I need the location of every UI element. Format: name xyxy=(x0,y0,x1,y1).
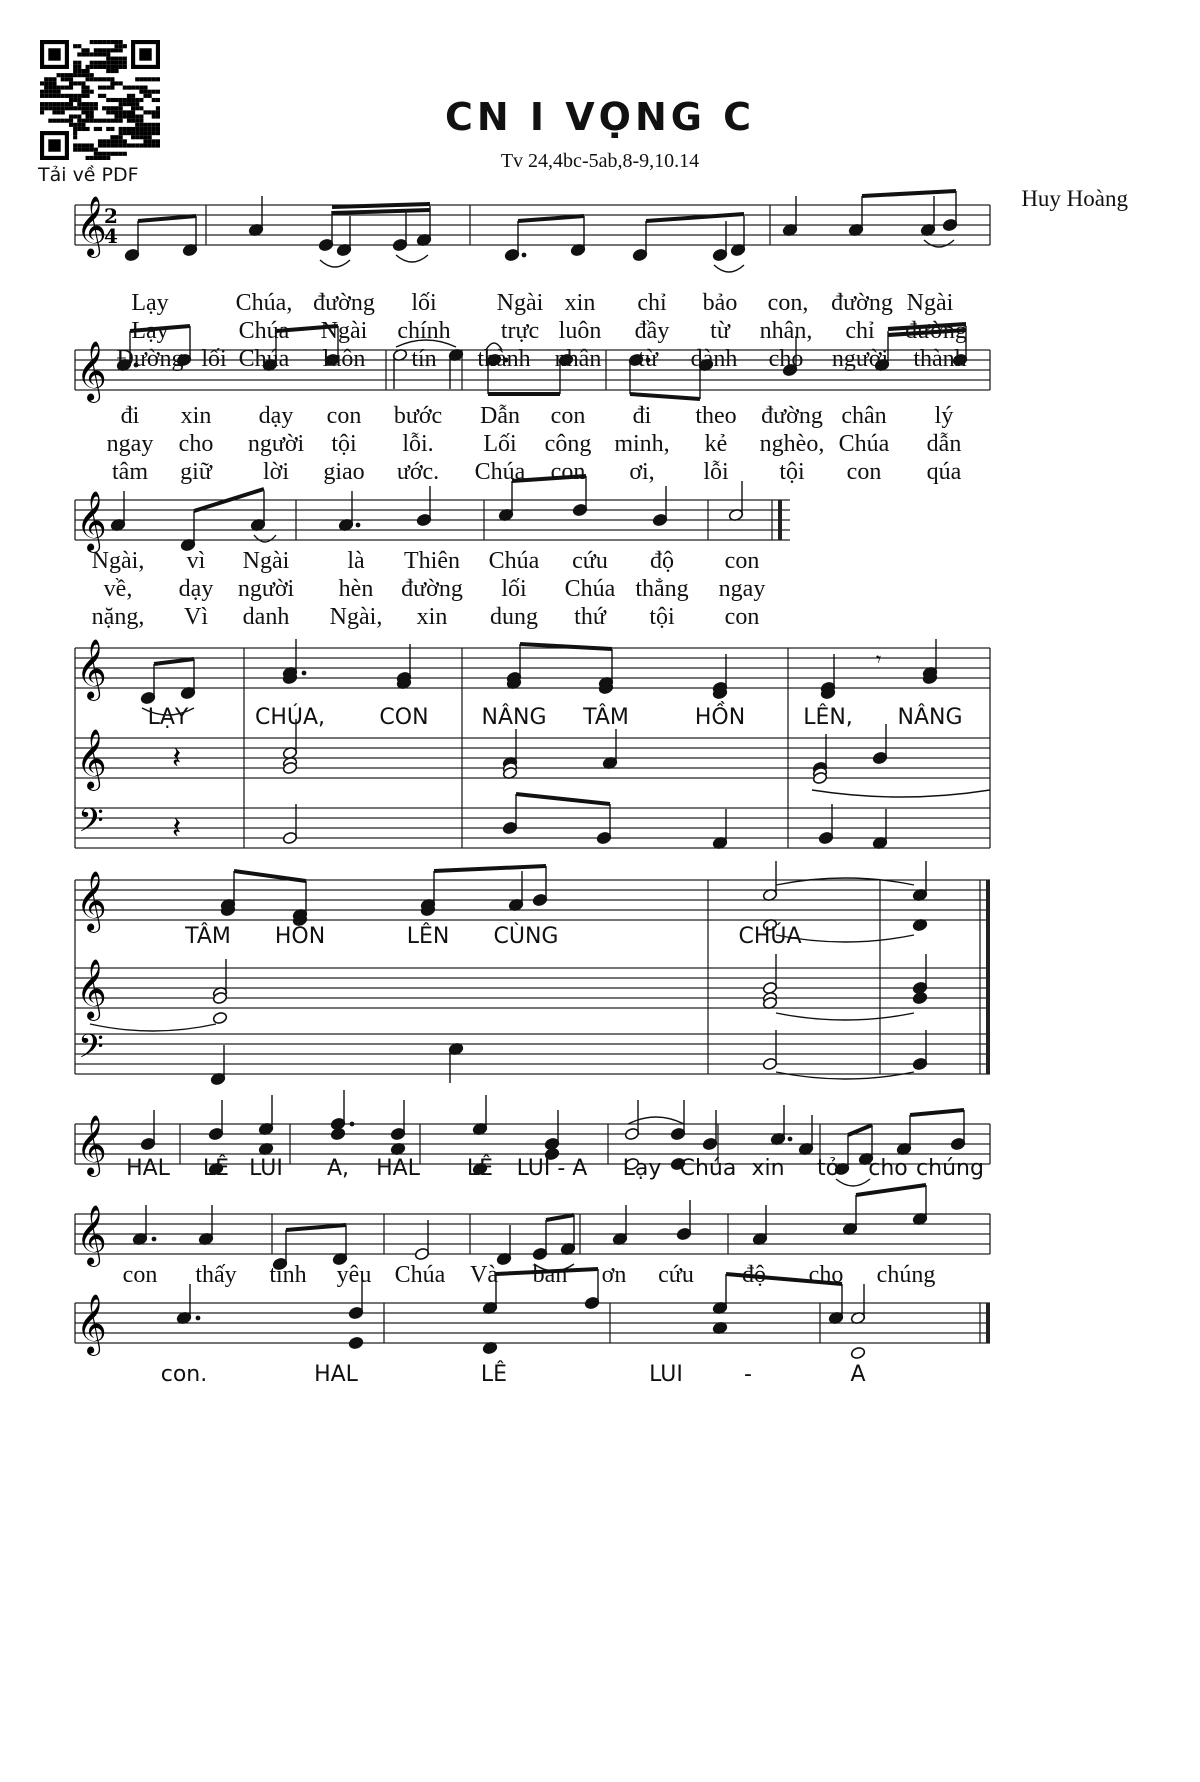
verse-lyric: Thiên xyxy=(404,548,460,574)
alleluia-lyric: HAL xyxy=(376,1156,420,1181)
verse-lyric: kẻ xyxy=(704,431,728,457)
verse-lyric: Chúa xyxy=(238,346,290,372)
verse-lyric: theo xyxy=(695,403,737,429)
verse-lyric: Vì xyxy=(184,604,208,630)
treble-clef: 𝄞 xyxy=(76,639,107,699)
alleluia-lyric: yêu xyxy=(336,1262,372,1288)
verse-lyric: Ngài xyxy=(906,290,954,316)
verse-lyric: nhân, xyxy=(759,318,813,344)
treble-clef: 𝄞 xyxy=(76,1205,107,1265)
verse-lyric: Chúa xyxy=(474,459,526,485)
treble-clef: 𝄞 xyxy=(76,341,107,401)
alleluia-lyric: Lạy xyxy=(622,1156,662,1181)
treble-clef: 𝄞 xyxy=(76,1115,107,1175)
alleluia-lyric: HAL xyxy=(126,1156,170,1181)
verse-lyric: chỉ xyxy=(845,318,875,344)
verse-lyric: chính xyxy=(397,318,451,344)
verse-lyric: Dẫn xyxy=(480,403,520,429)
verse-lyric: đường xyxy=(761,403,823,429)
verse-lyric: con xyxy=(846,459,882,485)
verse-lyric: minh, xyxy=(614,431,670,457)
verse-lyric: giao xyxy=(323,459,365,485)
quarter-rest: 𝄽 xyxy=(172,741,182,776)
refrain-lyric: CHÚA, xyxy=(254,705,326,730)
time-signature-bottom: 4 xyxy=(104,224,118,248)
verse-lyric: ước. xyxy=(396,459,440,485)
verse-lyric: Chúa, xyxy=(235,290,293,316)
eighth-rest: 𝄾 xyxy=(876,647,882,671)
alleluia-lyric: LÊ xyxy=(480,1362,508,1387)
verse-lyric: từ xyxy=(638,346,658,372)
song-title: CN I VỌNG C xyxy=(444,95,756,139)
verse-lyric: dạy xyxy=(258,403,294,429)
verse-lyric: bước xyxy=(393,403,443,429)
treble-clef: 𝄞 xyxy=(76,196,107,256)
verse-lyric: chân xyxy=(841,403,887,429)
verse-lyric: Ngài xyxy=(496,290,544,316)
verse-lyric: ngay xyxy=(106,431,154,457)
verse-lyric: Chúa xyxy=(488,548,540,574)
verse-lyric: ngay xyxy=(718,576,766,602)
verse-lyric: cho xyxy=(178,431,214,457)
download-pdf-label[interactable]: Tải về PDF xyxy=(38,164,139,186)
treble-clef: 𝄞 xyxy=(76,1294,107,1354)
verse-lyric: Lạy xyxy=(131,290,169,316)
verse-lyric: con xyxy=(550,403,586,429)
verse-lyric: bảo xyxy=(702,290,738,316)
refrain-lyric: HỒN xyxy=(694,705,746,730)
treble-clef: 𝄞 xyxy=(76,491,107,551)
verse-lyric: lời xyxy=(262,459,290,485)
alleluia-lyric: tình xyxy=(269,1262,307,1288)
verse-lyric: Chúa xyxy=(564,576,616,602)
verse-lyric: lối xyxy=(201,346,227,372)
verse-lyric: xin xyxy=(180,403,212,429)
treble-clef: 𝄞 xyxy=(76,729,107,789)
verse-lyric: trực xyxy=(500,318,540,344)
verse-lyric: giữ xyxy=(180,459,212,485)
verse-lyric: Chúa xyxy=(238,318,290,344)
verse-lyric: người xyxy=(247,431,305,457)
verse-lyric: thứ xyxy=(574,604,606,630)
bass-clef: 𝄢 xyxy=(78,802,104,848)
verse-lyric: xin xyxy=(416,604,448,630)
treble-clef: 𝄞 xyxy=(76,871,107,931)
verse-lyric: danh xyxy=(242,604,290,630)
alleluia-lyric: cho xyxy=(868,1156,908,1181)
refrain-lyric: LÊN xyxy=(406,924,450,949)
verse-lyric: Ngài xyxy=(320,318,368,344)
alleluia-lyric: tỏ xyxy=(816,1156,840,1181)
verse-lyric: Chúa xyxy=(838,431,890,457)
verse-lyric: thẳng xyxy=(635,576,689,602)
verse-lyric: dẫn xyxy=(926,431,962,457)
verse-lyric: Ngài, xyxy=(329,604,383,630)
verse-lyric: thành xyxy=(913,346,967,372)
verse-lyric: con xyxy=(724,604,760,630)
verse-lyric: tội xyxy=(331,431,357,457)
verse-lyric: đầy xyxy=(634,318,670,344)
verse-lyric: đường xyxy=(313,290,375,316)
alleluia-lyric: con. xyxy=(160,1362,208,1387)
verse-lyric: đường xyxy=(905,318,967,344)
verse-lyric: cứu xyxy=(572,548,608,574)
verse-lyric: cho xyxy=(768,346,804,372)
verse-lyric: xin xyxy=(564,290,596,316)
alleluia-lyric: A, xyxy=(326,1156,350,1181)
alleluia-lyric: A xyxy=(850,1362,866,1387)
verse-lyric: hèn xyxy=(338,576,374,602)
verse-lyric: đường xyxy=(831,290,893,316)
refrain-lyric: HỒN xyxy=(274,924,326,949)
verse-lyric: lỗi xyxy=(703,459,729,485)
verse-lyric: con xyxy=(550,459,586,485)
verse-lyric: nặng, xyxy=(91,604,145,630)
time-signature-top: 2 xyxy=(104,204,118,228)
verse-lyric: độ xyxy=(650,548,674,574)
verse-lyric: lối xyxy=(501,576,527,602)
refrain-lyric: NÂNG xyxy=(897,705,963,730)
verse-lyric: dạy xyxy=(178,576,214,602)
alleluia-lyric: con xyxy=(122,1262,158,1288)
verse-lyric: tâm xyxy=(112,459,148,485)
refrain-lyric: LÊN, xyxy=(803,705,853,730)
alleluia-lyric: Chúa xyxy=(394,1262,446,1288)
verse-lyric: Ngài, xyxy=(91,548,145,574)
verse-lyric: công xyxy=(544,431,592,457)
verse-lyric: Lạy xyxy=(131,318,169,344)
verse-lyric: thành xyxy=(477,346,531,372)
verse-lyric: nghèo, xyxy=(759,431,825,457)
alleluia-lyric: LUI xyxy=(249,1156,283,1181)
alleluia-lyric: LUI xyxy=(649,1362,683,1387)
verse-lyric: nhân xyxy=(554,346,602,372)
verse-lyric: qúa xyxy=(926,459,962,485)
refrain-lyric: TÂM xyxy=(185,924,231,949)
alleluia-lyric: xin xyxy=(751,1156,785,1181)
verse-lyric: đường xyxy=(401,576,463,602)
alleluia-lyric: chúng xyxy=(916,1156,984,1181)
alleluia-lyric: ơn xyxy=(601,1262,627,1288)
alleluia-lyric: Chúa xyxy=(679,1156,737,1181)
verse-lyric: từ xyxy=(710,318,730,344)
verse-lyric: về, xyxy=(103,576,133,602)
verse-lyric: đi xyxy=(120,403,140,429)
verse-lyric: Đường xyxy=(116,346,184,372)
alleluia-lyric: ban xyxy=(532,1262,568,1288)
verse-lyric: tín xyxy=(411,346,437,372)
psalm-reference: Tv 24,4bc-5ab,8-9,10.14 xyxy=(500,150,700,172)
verse-lyric: người xyxy=(831,346,889,372)
alleluia-lyric: cho xyxy=(808,1262,844,1288)
refrain-lyric: TÂM xyxy=(583,705,629,730)
alleluia-lyric: Và xyxy=(470,1262,498,1288)
refrain-lyric: CÙNG xyxy=(493,924,559,949)
verse-lyric: lối xyxy=(411,290,437,316)
refrain-lyric: LẠY xyxy=(147,705,189,730)
verse-lyric: con xyxy=(326,403,362,429)
verse-lyric: người xyxy=(237,576,295,602)
alleluia-lyric: độ xyxy=(742,1262,766,1288)
alleluia-lyric: - xyxy=(744,1362,752,1387)
verse-lyric: Lối xyxy=(483,431,517,457)
alleluia-lyric: chúng xyxy=(876,1262,936,1288)
verse-lyric: lý xyxy=(934,403,954,429)
verse-lyric: dành xyxy=(690,346,738,372)
alleluia-lyric: LÊ xyxy=(466,1156,494,1181)
composer-name: Huy Hoàng xyxy=(1021,186,1128,211)
verse-lyric: luôn xyxy=(558,318,602,344)
refrain-lyric: CHÚA xyxy=(738,924,802,949)
verse-lyric: là xyxy=(347,548,365,574)
verse-lyric: tội xyxy=(779,459,805,485)
verse-lyric: Ngài xyxy=(242,548,290,574)
refrain-lyric: NÂNG xyxy=(481,705,547,730)
verse-lyric: luôn xyxy=(322,346,366,372)
verse-lyric: tội xyxy=(649,604,675,630)
alleluia-lyric: HAL xyxy=(314,1362,358,1387)
verse-lyric: đi xyxy=(632,403,652,429)
alleluia-lyric: thấy xyxy=(195,1262,237,1288)
alleluia-lyric: cứu xyxy=(658,1262,694,1288)
treble-clef: 𝄞 xyxy=(76,959,107,1019)
alleluia-lyric: LUI - A xyxy=(516,1156,588,1181)
verse-lyric: ơi, xyxy=(629,459,655,485)
bass-clef: 𝄢 xyxy=(78,1028,104,1074)
quarter-rest: 𝄽 xyxy=(172,811,182,846)
refrain-lyric: CON xyxy=(379,705,429,730)
alleluia-lyric: LÊ xyxy=(202,1156,230,1181)
verse-lyric: vì xyxy=(186,548,206,574)
verse-lyric: dung xyxy=(490,604,538,630)
verse-lyric: lỗi. xyxy=(402,431,434,457)
verse-lyric: con, xyxy=(767,290,809,316)
verse-lyric: con xyxy=(724,548,760,574)
verse-lyric: chỉ xyxy=(637,290,667,316)
